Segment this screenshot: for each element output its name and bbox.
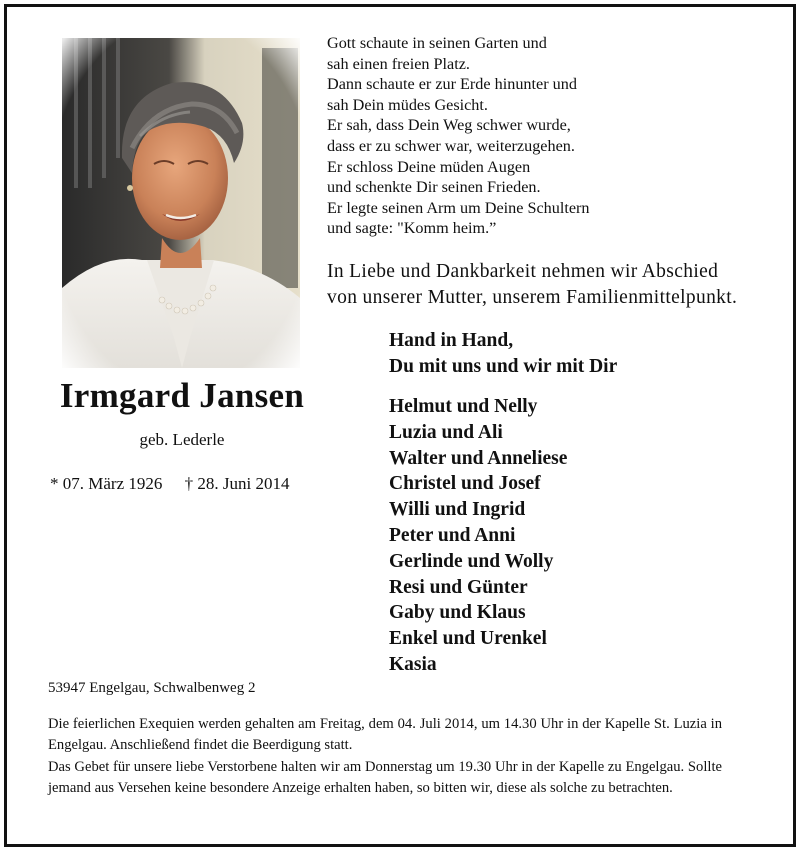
mourners-list	[389, 394, 769, 678]
mourner-entry: Kasia	[389, 653, 437, 675]
memorial-poem	[327, 33, 767, 239]
funeral-service-paragraph: Die feierlichen Exequien werden gehalten am Freitag, dem 04. Juli 2014, um 14.30 Uhr in der Kapelle St. Luzia in Engelgau. Anschließend findet die Beerdigung statt.	[48, 716, 722, 754]
mourner-entry: Resi und Günter	[389, 576, 528, 598]
mourner-entry: Gerlinde und Wolly	[389, 550, 554, 572]
mourner-entry: Luzia und Ali	[389, 421, 503, 443]
poem-line: Gott schaute in seinen Garten und	[327, 34, 547, 52]
mourner-entry: Walter und Anneliese	[389, 447, 568, 469]
death-date: † 28. Juni 2014	[184, 474, 290, 493]
life-dates	[50, 474, 320, 494]
motto-line: Hand in Hand,	[389, 330, 514, 351]
mourner-entry: Enkel und Urenkel	[389, 628, 547, 650]
poem-line: sah einen freien Platz.	[327, 54, 470, 73]
poem-line: Er legte seinen Arm um Deine Schultern	[327, 198, 590, 217]
poem-line: sah Dein müdes Gesicht.	[327, 95, 488, 114]
deceased-name: Irmgard Jansen	[59, 376, 305, 415]
mourner-entry: Peter und Anni	[389, 524, 516, 546]
poem-line: Er schloss Deine müden Augen	[327, 157, 531, 176]
farewell-line: von unserer Mutter, unserem Familienmittelpunkt.	[327, 287, 738, 308]
farewell-line: In Liebe und Dankbarkeit nehmen wir Abschied	[327, 261, 719, 282]
poem-line: und schenkte Dir seinen Frieden.	[327, 178, 541, 197]
poem-line: Dann schaute er zur Erde hinunter und	[327, 75, 577, 94]
birth-name: geb. Lederle	[139, 430, 225, 449]
farewell-statement	[327, 259, 777, 311]
mourner-entry: Willi und Ingrid	[389, 499, 526, 521]
prayer-paragraph: Das Gebet für unsere liebe Verstorbene halten wir am Donnerstag um 19.30 Uhr in der Kapelle zu Engelgau. Sollte jemand aus Versehen keine besondere Anzeige erhalten haben, so bitten wir, diese als solche zu betrachten.	[48, 758, 722, 796]
birth-date: * 07. März 1926	[50, 474, 163, 493]
mourner-entry: Helmut und Nelly	[389, 396, 538, 417]
family-address: 53947 Engelgau, Schwalbenweg 2	[48, 680, 256, 696]
motto-line: Du mit uns und wir mit Dir	[389, 356, 618, 377]
mourner-entry: Christel und Josef	[389, 473, 541, 495]
family-motto	[389, 328, 769, 380]
funeral-notice	[48, 714, 722, 799]
poem-line: und sagte: "Komm heim.”	[327, 219, 497, 238]
portrait-photo	[62, 38, 300, 368]
poem-line: Er sah, dass Dein Weg schwer wurde,	[327, 116, 571, 135]
poem-line: dass er zu schwer war, weiterzugehen.	[327, 136, 575, 155]
mourner-entry: Gaby und Klaus	[389, 602, 526, 624]
